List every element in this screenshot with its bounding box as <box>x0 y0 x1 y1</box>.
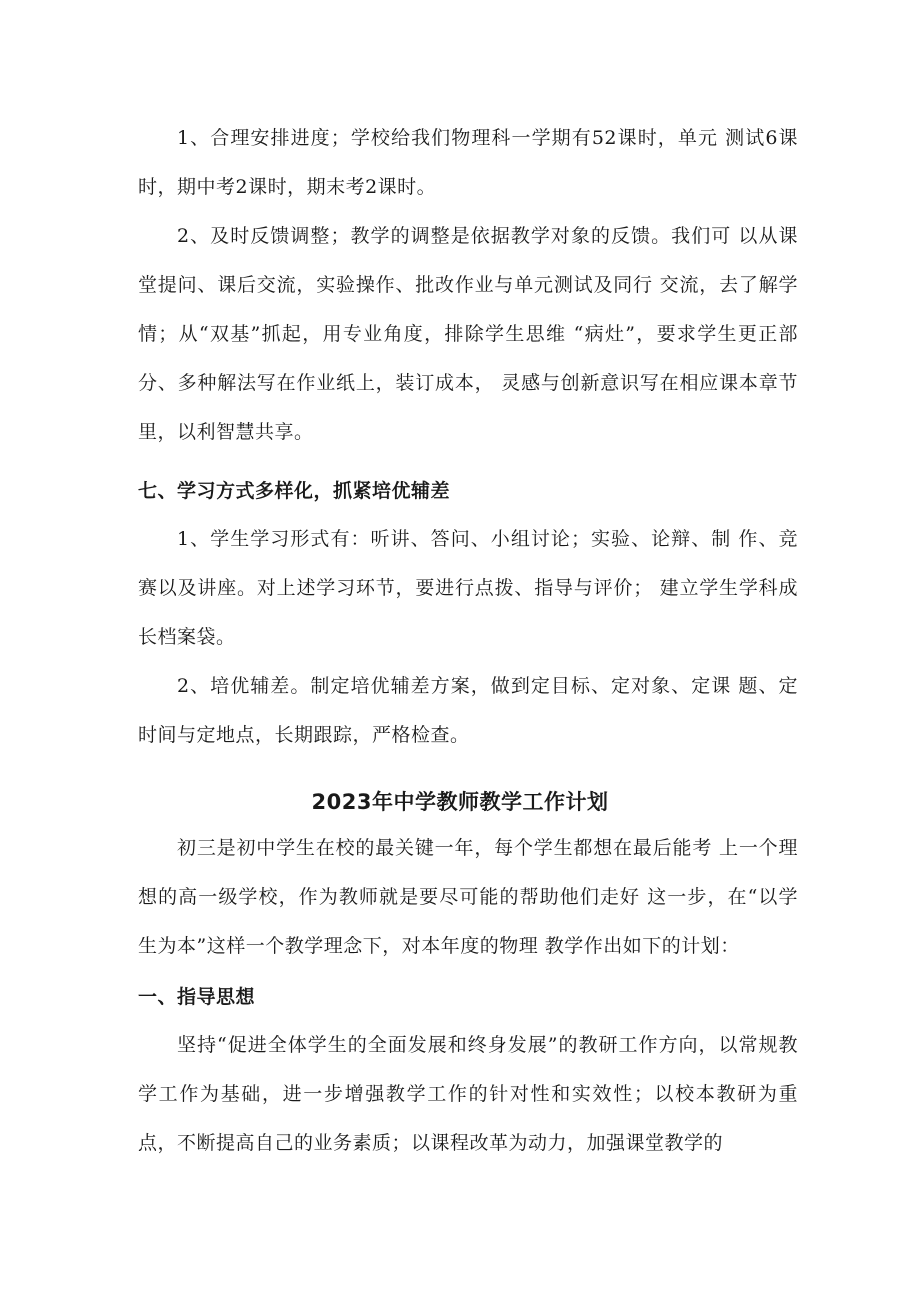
document-title: 2023年中学教师教学工作计划 <box>311 790 609 814</box>
paragraph-tutoring: 2、培优辅差。制定培优辅差方案，做到定目标、定对象、定课 题、定时间与定地点，长期跟踪，严格检查。 <box>138 675 798 746</box>
paragraph-guiding-ideology: 坚持“促进全体学生的全面发展和终身发展”的教研工作方向，以常规教学工作为基础，进一步增强教学工作的针对性和实效性；以校本教研为重点，不断提高自己的业务素质；以课程改革为动力，加强课堂教学的 <box>138 1034 798 1154</box>
paragraph-schedule: 1、合理安排进度；学校给我们物理科一学期有52课时，单元 测试6课时，期中考2课时，期末考2课时。 <box>138 127 798 198</box>
section-heading-guiding-ideology: 一、指导思想 <box>138 986 256 1008</box>
paragraph-learning-forms: 1、学生学习形式有：听讲、答问、小组讨论；实验、论辩、制 作、竞赛以及讲座。对上述学习环节，要进行点拨、指导与评价； 建立学生学科成长档案袋。 <box>138 528 798 648</box>
paragraph-feedback: 2、及时反馈调整；教学的调整是依据教学对象的反馈。我们可 以从课堂提问、课后交流，实验操作、批改作业与单元测试及同行 交流，去了解学情；从“双基”抓起，用专业角度，排除学生思维 “病灶”，要求学生更正部分、多种解法写在作业纸上，装订成本， 灵感与创新意识写在相应课本章节里，以利智慧共享。 <box>138 225 798 443</box>
paragraph-introduction: 初三是初中学生在校的最关键一年，每个学生都想在最后能考 上一个理想的高一级学校，作为教师就是要尽可能的帮助他们走好 这一步，在“以学生为本”这样一个教学理念下，对本年度的物理 教学作出如下的计划： <box>138 837 798 957</box>
section-heading-learning-methods: 七、学习方式多样化，抓紧培优辅差 <box>138 480 451 502</box>
